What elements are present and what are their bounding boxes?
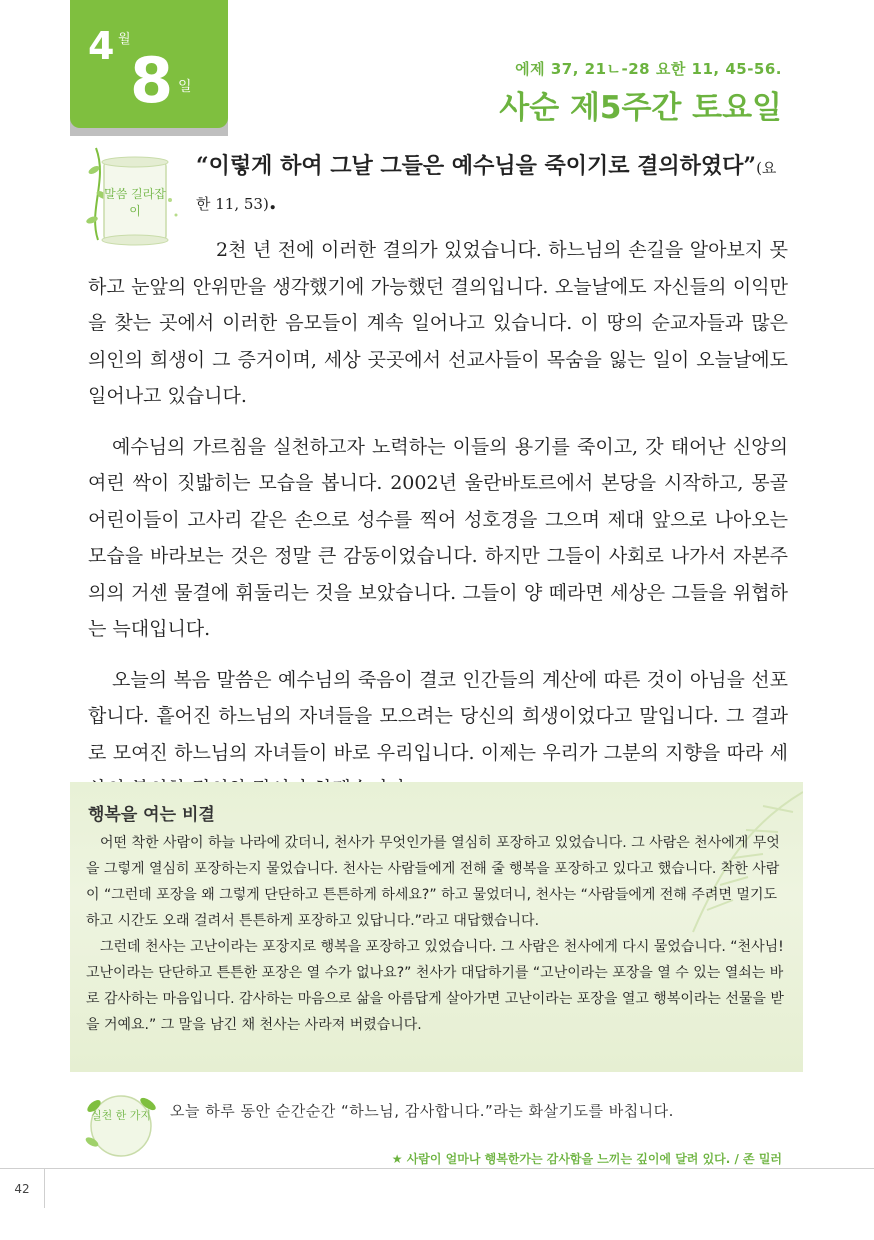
reflection-paragraph: 2천 년 전에 이러한 결의가 있었습니다. 하느님의 손길을 알아보지 못하고 눈앞의 안위만을 생각했기에 가능했던 결의입니다. 오늘날에도 자신들의 이익만을 찾는 곳에서 이러한 음모들이 계속 일어나고 있습니다. 이 땅의 순교자들과 많은 의인의 희생이 그 증거이며, 세상 곳곳에서 선교사들이 목숨을 잃는 일이 오늘날에도 일어나고 있습니다.	[88, 239, 788, 407]
page-number-divider	[44, 1168, 45, 1208]
practice-label: 실천 한 가지	[90, 1109, 152, 1122]
story-paragraph: 어떤 착한 사람이 하늘 나라에 갔더니, 천사가 무엇인가를 열심히 포장하고 있었습니다. 그 사람은 천사에게 무엇을 그렇게 열심히 포장하는지 물었습니다. 천사는 사람들에게 전해 줄 행복을 포장하고 있다고 했습니다. 착한 사람이 “그런데 포장을 왜 그렇게 단단하고 튼튼하게 하세요?” 하고 물었더니, 천사는 “사람들에게 전해 주려면 멀기도 하고 시간도 오래 걸려서 튼튼하게 포장하고 있답니다.”라고 대답했습니다.	[86, 835, 780, 929]
story-box-title: 행복을 여는 비결	[88, 805, 215, 825]
footer-divider	[0, 1168, 874, 1169]
story-box	[70, 782, 803, 1072]
key-quote-end: .	[268, 189, 277, 215]
scroll-label: 말씀 길라잡이	[104, 187, 166, 218]
date-month: 4	[88, 24, 115, 68]
date-badge-green	[70, 0, 228, 128]
page-number: 42	[14, 1182, 30, 1196]
key-quote	[196, 148, 788, 220]
key-quote-text: “이렇게 하여 그날 그들은 예수님을 죽이기로 결의하였다”	[196, 153, 757, 179]
date-day-unit: 일	[178, 79, 192, 95]
practice-text: 오늘 하루 동안 순간순간 “하느님, 감사합니다.”라는 화살기도를 바칩니다.	[170, 1102, 674, 1120]
scripture-readings: 에제 37, 21ㄴ-28 요한 11, 45-56.	[515, 60, 782, 78]
date-badge	[70, 0, 228, 136]
key-quote-reference: (요한 11, 53)	[196, 159, 777, 213]
reflection-body	[88, 232, 788, 822]
reflection-paragraph: 오늘의 복음 말씀은 예수님의 죽음이 결코 인간들의 계산에 따른 것이 아님을 선포합니다. 흩어진 하느님의 자녀들을 모으려는 당신의 희생이었다고 말입니다. 그 결과로 모여진 하느님의 자녀들이 바로 우리입니다. 이제는 우리가 그분의 지향을 따라 세	[88, 668, 788, 764]
date-day: 8	[130, 44, 174, 117]
story-paragraph: 그런데 천사는 고난이라는 포장지로 행복을 포장하고 있었습니다. 그 사람은 천사에게 다시 물었습니다. “천사님! 고난이라는 단단하고 튼튼한 포장은 열 수가 없나요?” 천사가 대답하기를 “고난이라는 포장을 열 수 있는 열쇠는 바로 감사하는 마음입니다. 감사하는 마음으로 삶을 아름답게 살아가면 고난이라는 포장을 열고 행복이라는 선물을 받을 거예요.” 그 말을 남긴 채 천사는 사라져 버렸습니다.	[86, 939, 784, 1033]
footer-quote: ★ 사람이 얼마나 행복한가는 감사함을 느끼는 깊이에 달려 있다. / 존 밀러	[391, 1152, 782, 1166]
liturgical-day-title: 사순 제5주간 토요일	[499, 90, 782, 126]
date-month-unit: 월	[118, 32, 131, 47]
story-box-body	[86, 830, 789, 1038]
leaf-wreath-icon	[80, 1086, 162, 1166]
reflection-paragraph: 예수님의 가르침을 실천하고자 노력하는 이들의 용기를 죽이고, 갓 태어난 신앙의 여린 싹이 짓밟히는 모습을 봅니다. 2002년 울란바토르에서 본당을 시작하고, 몽골 어린이들이 고사리 같은 손으로 성수를 찍어 성호경을 그으며 제대 앞으로 나아오는 모습을 바라보는 것은 정말 큰 감동이었습니다. 하지만 그들이 사회로 나가서 자본주의의 거센 물결에 휘둘리는 것을 보았습니다. 그들이 양 떼라면 세상은 그들을 위협하는 늑대입니다.	[88, 435, 788, 640]
